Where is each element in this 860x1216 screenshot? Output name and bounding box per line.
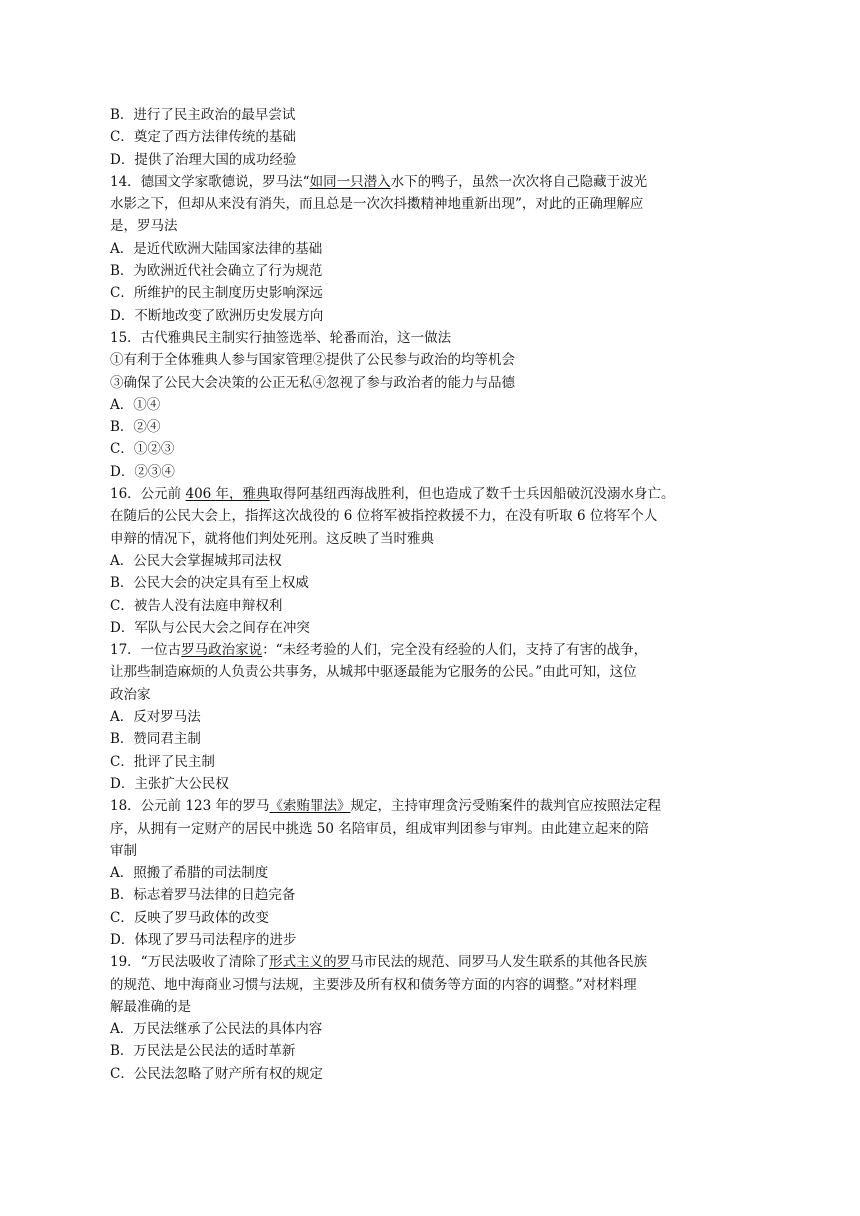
q16-stem-part: 16．公元前 bbox=[110, 486, 186, 503]
q18-option-d: D．体现了罗马司法程序的进步 bbox=[110, 931, 297, 948]
q17-stem-line-2: 让那些制造麻烦的人负责公共事务，从城邦中驱逐最能为它服务的公民。”由此可知，这位 bbox=[110, 664, 637, 681]
q17-stem-underlined: 罗马政治家说 bbox=[181, 642, 263, 659]
q15-option-d: D．②③④ bbox=[110, 463, 175, 480]
q18-stem-line-1 bbox=[110, 795, 750, 817]
q19-option-c: C．公民法忽略了财产所有权的规定 bbox=[110, 1065, 323, 1082]
q15-items-line-1: ①有利于全体雅典人参与国家管理②提供了公民参与政治的均等机会 bbox=[110, 352, 515, 369]
q14-stem-line-2: 水影之下，但却从来没有消失，而且总是一次次抖擞精神地重新出现”，对此的正确理解应 bbox=[110, 196, 644, 213]
q18-stem-part: 规定，主持审理贪污受贿案件的裁判官应按照法定程 bbox=[350, 798, 662, 815]
q14-stem-part: 14．德国文学家歌德说，罗马法“ bbox=[110, 173, 310, 190]
q16-stem-part: 取得阿基纽西海战胜利，但也造成了数千士兵因船破沉没溺水身亡。 bbox=[269, 486, 675, 503]
q13-option-b: B．进行了民主政治的最早尝试 bbox=[110, 107, 296, 123]
q17-stem-line-3: 政治家 bbox=[110, 686, 151, 703]
q18-stem-line-2: 序，从拥有一定财产的居民中挑选 50 名陪审员，组成审判团参与审判。由此建立起来的陪 bbox=[110, 820, 649, 837]
q19-stem-line-3: 解最准确的是 bbox=[110, 998, 191, 1015]
q18-option-a: A．照搬了希腊的司法制度 bbox=[110, 865, 269, 882]
q17-option-a: A．反对罗马法 bbox=[110, 709, 201, 726]
q18-stem-part: 18．公元前 123 年的罗马 bbox=[110, 798, 270, 815]
q15-option-a: A．①④ bbox=[110, 396, 161, 413]
q16-stem-line-1 bbox=[110, 483, 750, 505]
q14-stem-part: 水下的鸭子，虽然一次次将自己隐藏于波光 bbox=[390, 173, 648, 190]
q19-stem-line-1 bbox=[110, 951, 750, 973]
q17-stem-line-1 bbox=[110, 639, 750, 661]
q15-option-b: B．②④ bbox=[110, 419, 161, 436]
q16-option-c: C．被告人没有法庭申辩权利 bbox=[110, 597, 283, 614]
q14-stem-line-3: 是，罗马法 bbox=[110, 218, 178, 235]
q17-stem-part: 17．一位古 bbox=[110, 642, 182, 659]
q14-option-b: B．为欧洲近代社会确立了行为规范 bbox=[110, 263, 323, 280]
q19-stem-part: 马市民法的规范、同罗马人发生联系的其他各民族 bbox=[350, 954, 648, 971]
q19-stem-part: 19．“万民法吸收了清除了 bbox=[110, 954, 270, 971]
q17-option-c: C．批评了民主制 bbox=[110, 753, 215, 770]
q15-items-line-2: ③确保了公民大会决策的公正无私④忽视了参与政治者的能力与品德 bbox=[110, 374, 515, 391]
q17-option-d: D．主张扩大公民权 bbox=[110, 775, 229, 792]
q16-stem-underlined: 406 年，雅典 bbox=[185, 486, 270, 503]
q13-option-c: C．奠定了西方法律传统的基础 bbox=[110, 129, 296, 146]
q16-option-a: A．公民大会掌握城邦司法权 bbox=[110, 552, 282, 569]
q14-option-d: D．不断地改变了欧洲历史发展方向 bbox=[110, 307, 324, 324]
q16-option-d: D．军队与公民大会之间存在冲突 bbox=[110, 619, 310, 636]
q17-option-b: B．赞同君主制 bbox=[110, 731, 201, 748]
q14-stem-line-1 bbox=[110, 171, 750, 193]
q19-option-a: A．万民法继承了公民法的具体内容 bbox=[110, 1021, 323, 1038]
q16-stem-line-3: 申辩的情况下，就将他们判处死刑。这反映了当时雅典 bbox=[110, 530, 434, 547]
q19-stem-underlined: 形式主义的罗 bbox=[269, 954, 351, 971]
q14-stem-underlined: 如同一只潜入 bbox=[309, 173, 391, 190]
q13-option-d: D．提供了治理大国的成功经验 bbox=[110, 151, 297, 168]
q14-option-c: C．所维护的民主制度历史影响深远 bbox=[110, 285, 323, 302]
q16-stem-line-2: 在随后的公民大会上，指挥这次战役的 6 位将军被指控救援不力，在没有听取 6 位将军个人 bbox=[110, 508, 658, 525]
q16-option-b: B．公民大会的决定具有至上权威 bbox=[110, 575, 309, 592]
q18-option-b: B．标志着罗马法律的日趋完备 bbox=[110, 887, 296, 904]
q15-option-c: C．①②③ bbox=[110, 441, 175, 458]
q18-stem-underlined: 《索贿罪法》 bbox=[269, 798, 351, 815]
q15-stem: 15．古代雅典民主制实行抽签选举、轮番而治，这一做法 bbox=[110, 329, 452, 346]
q18-stem-line-3: 审制 bbox=[110, 842, 137, 859]
document-page bbox=[110, 104, 750, 1085]
q14-option-a: A．是近代欧洲大陆国家法律的基础 bbox=[110, 240, 323, 257]
q19-stem-line-2: 的规范、地中海商业习惯与法规，主要涉及所有权和债务等方面的内容的调整。”对材料理 bbox=[110, 976, 637, 993]
q19-option-b: B．万民法是公民法的适时革新 bbox=[110, 1043, 296, 1060]
q18-option-c: C．反映了罗马政体的改变 bbox=[110, 909, 269, 926]
q17-stem-part: ：“未经考验的人们，完全没有经验的人们，支持了有害的战争， bbox=[262, 642, 648, 659]
